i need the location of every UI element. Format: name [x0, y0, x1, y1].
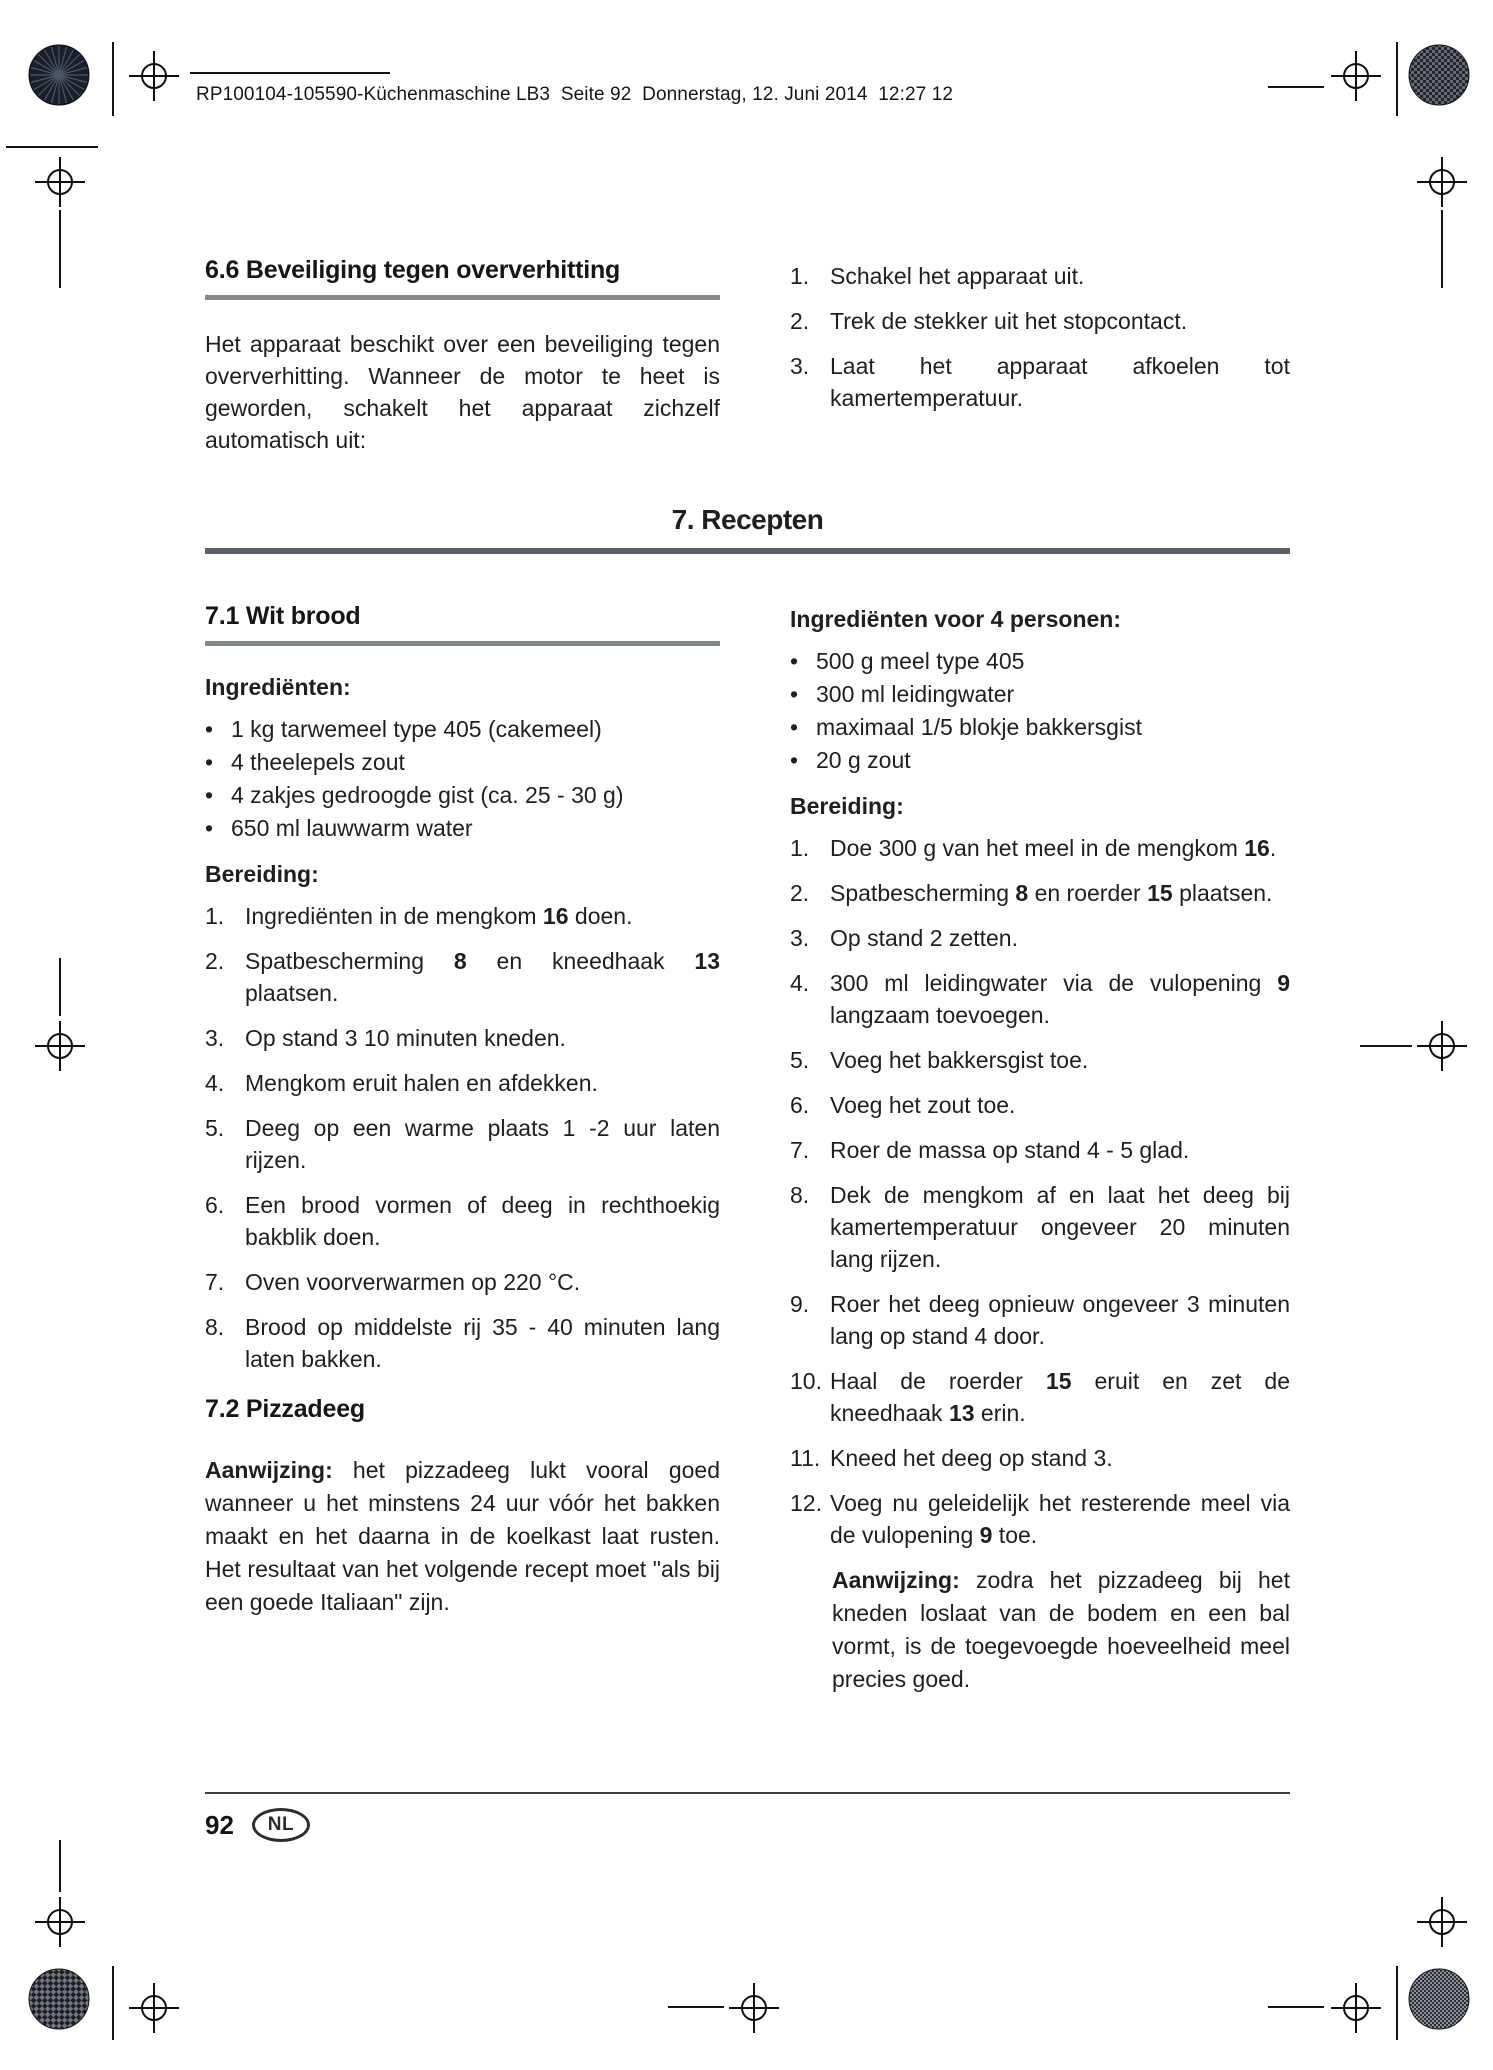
step-number: 4. — [790, 970, 810, 996]
ingredient-item — [205, 746, 720, 779]
step-text: Roer de massa op stand 4 - 5 glad. — [830, 1137, 1190, 1163]
registration-mark-icon — [1330, 1982, 1382, 2034]
step-number: 8. — [790, 1182, 810, 1208]
step-text: Voeg het bakkersgist toe. — [830, 1047, 1089, 1073]
step-number: 2. — [790, 880, 810, 906]
step-number: 10. — [790, 1368, 822, 1394]
footer — [205, 1808, 310, 1842]
ingredient-text: 1 kg tarwemeel type 405 (cakemeel) — [231, 716, 602, 742]
step-item — [790, 1179, 1290, 1275]
ingredient-item — [205, 779, 720, 812]
step-item — [205, 1067, 720, 1099]
step-text: Op stand 2 zetten. — [830, 925, 1018, 951]
ingredient-text: 4 zakjes gedroogde gist (ca. 25 - 30 g) — [231, 782, 624, 808]
step-item — [790, 832, 1290, 864]
ingredient-text: 300 ml leidingwater — [816, 681, 1015, 707]
registration-mark-icon — [34, 1020, 86, 1072]
ingredient-text: 650 ml lauwwarm water — [231, 815, 473, 841]
step-text: Oven voorverwarmen op 220 °C. — [245, 1269, 581, 1295]
ingredient-item — [790, 744, 1290, 777]
step-number: 1. — [790, 835, 810, 861]
step-number: 1. — [790, 263, 810, 289]
ingredient-item — [790, 645, 1290, 678]
step-item — [205, 1311, 720, 1375]
recipes-chapter-title: 7. Recepten — [671, 504, 824, 535]
step-item — [790, 1487, 1290, 1551]
step-item — [790, 260, 1290, 292]
step-text: Deeg op een warme plaats 1 -2 uur laten rijzen. — [245, 1115, 720, 1173]
color-patch-fine-checker-icon — [1408, 1968, 1470, 2030]
step-number: 12. — [790, 1490, 822, 1516]
crop-line — [1396, 42, 1398, 116]
step-text: Haal de roerder 15 eruit en zet de kneedhaak 13 erin. — [830, 1368, 1290, 1426]
step-text: Ingrediënten in de mengkom 16 doen. — [245, 903, 633, 929]
overheating-body-text: Het apparaat beschikt over een beveiliging tegen oververhitting. Wanneer de motor te heet is geworden, schakelt het apparaat zichzelf automatisch uit: — [205, 331, 720, 453]
language-badge: NL — [252, 1808, 310, 1842]
footer-rule — [205, 1792, 1290, 1794]
bullet-marker: • — [205, 716, 214, 742]
step-text: Doe 300 g van het meel in de mengkom 16. — [830, 835, 1277, 861]
recipes-chapter-header — [205, 504, 1290, 554]
recipes-right-column — [790, 602, 1290, 1696]
step-item — [790, 305, 1290, 337]
step-item — [790, 1044, 1290, 1076]
overheating-left-column — [205, 256, 720, 456]
step-text: Een brood vormen of deeg in rechthoekig bakblik doen. — [245, 1192, 720, 1250]
step-item — [790, 967, 1290, 1031]
step-item — [790, 1134, 1290, 1166]
registration-mark-icon — [128, 1982, 180, 2034]
step-number: 11. — [790, 1445, 821, 1471]
step-number: 6. — [790, 1092, 810, 1118]
crop-line — [1441, 210, 1443, 288]
step-item — [205, 1112, 720, 1176]
step-text: Laat het apparaat afkoelen tot kamertemperatuur. — [830, 353, 1290, 411]
ingredient-item — [205, 812, 720, 845]
page-number: 92 — [205, 1809, 234, 1840]
pizza-dough-closing-note: Aanwijzing: zodra het pizzadeeg bij het kneden loslaat van de bodem en een bal vormt, is de toegevoegde hoeveelheid meel precies goed. — [832, 1567, 1290, 1692]
ingredient-text: maximaal 1/5 blokje bakkersgist — [816, 714, 1142, 740]
recipes-left-column — [205, 602, 720, 1619]
bullet-marker: • — [205, 782, 214, 808]
step-item — [790, 1442, 1290, 1474]
step-text: Brood op middelste rij 35 - 40 minuten lang laten bakken. — [245, 1314, 720, 1372]
step-item — [790, 350, 1290, 414]
bullet-marker: • — [790, 714, 799, 740]
step-text: Dek de mengkom af en laat het deeg bij kamertemperatuur ongeveer 20 minuten lang rijzen. — [830, 1182, 1290, 1272]
ingredient-item — [790, 678, 1290, 711]
recipes-row — [205, 602, 1290, 1696]
step-item — [790, 1089, 1290, 1121]
crop-line — [59, 210, 61, 288]
registration-mark-icon — [1416, 1896, 1468, 1948]
white-bread-preparation-heading: Bereiding: — [205, 861, 319, 887]
bullet-marker: • — [790, 648, 799, 674]
color-patch-diamond-icon — [28, 1968, 90, 2030]
crop-line — [1360, 1045, 1412, 1047]
color-patch-starburst-icon — [28, 44, 90, 106]
step-number: 1. — [205, 903, 225, 929]
pizza-dough-ingredients-list — [790, 645, 1290, 777]
step-item — [205, 900, 720, 932]
step-item — [790, 922, 1290, 954]
step-number: 2. — [790, 308, 810, 334]
registration-mark-icon — [728, 1982, 780, 2034]
step-text: Voeg het zout toe. — [830, 1092, 1016, 1118]
step-number: 9. — [790, 1291, 810, 1317]
bullet-marker: • — [790, 747, 799, 773]
crop-line — [668, 2006, 724, 2008]
step-number: 5. — [205, 1115, 225, 1141]
step-item — [205, 1189, 720, 1253]
overheating-row — [205, 256, 1290, 456]
crop-line — [1396, 1966, 1398, 2040]
step-number: 3. — [205, 1025, 225, 1051]
step-text: Mengkom eruit halen en afdekken. — [245, 1070, 598, 1096]
white-bread-steps-list — [205, 900, 720, 1375]
white-bread-ingredients-heading: Ingrediënten: — [205, 674, 351, 700]
step-text: Schakel het apparaat uit. — [830, 263, 1085, 289]
step-number: 7. — [205, 1269, 225, 1295]
ingredient-item — [205, 713, 720, 746]
step-text: Op stand 3 10 minuten kneden. — [245, 1025, 566, 1051]
white-bread-title: 7.1 Wit brood — [205, 602, 361, 630]
pizza-dough-preparation-heading: Bereiding: — [790, 793, 904, 819]
ingredient-text: 20 g zout — [816, 747, 911, 773]
section-rule — [205, 295, 720, 300]
step-item — [205, 1022, 720, 1054]
crop-line — [1268, 86, 1324, 88]
white-bread-ingredients-list — [205, 713, 720, 845]
step-item — [205, 945, 720, 1009]
step-number: 2. — [205, 948, 225, 974]
pizza-dough-ingredients-heading: Ingrediënten voor 4 personen: — [790, 606, 1121, 632]
step-number: 3. — [790, 925, 810, 951]
recipes-chapter-rule — [205, 548, 1290, 554]
crop-line — [190, 72, 390, 74]
step-number: 5. — [790, 1047, 810, 1073]
ingredient-text: 500 g meel type 405 — [816, 648, 1025, 674]
ingredient-text: 4 theelepels zout — [231, 749, 405, 775]
step-item — [790, 1365, 1290, 1429]
step-number: 3. — [790, 353, 810, 379]
step-item — [790, 877, 1290, 909]
crop-line — [6, 146, 98, 148]
section-rule — [205, 641, 720, 646]
registration-mark-icon — [1416, 1020, 1468, 1072]
pizza-dough-intro-note: Aanwijzing: het pizzadeeg lukt vooral goed wanneer u het minstens 24 uur vóór het bakken maakt en het daarna in de koelkast laat rusten. Het resultaat van het volgende recept moet "als bij een goede Italiaan" zijn. — [205, 1457, 720, 1615]
step-number: 6. — [205, 1192, 225, 1218]
color-patch-checker-icon — [1408, 44, 1470, 106]
step-text: Trek de stekker uit het stopcontact. — [830, 308, 1188, 334]
registration-mark-icon — [34, 156, 86, 208]
step-text: 300 ml leidingwater via de vulopening 9 langzaam toevoegen. — [830, 970, 1290, 1028]
crop-line — [59, 958, 61, 1016]
step-item — [790, 1288, 1290, 1352]
page-content — [205, 256, 1290, 1696]
step-text: Kneed het deeg op stand 3. — [830, 1445, 1113, 1471]
step-item — [205, 1266, 720, 1298]
step-number: 4. — [205, 1070, 225, 1096]
step-number: 7. — [790, 1137, 810, 1163]
registration-mark-icon — [1330, 50, 1382, 102]
bullet-marker: • — [205, 749, 214, 775]
step-number: 8. — [205, 1314, 225, 1340]
crop-line — [112, 1966, 114, 2040]
bullet-marker: • — [205, 815, 214, 841]
overheating-section-title: 6.6 Beveiliging tegen oververhitting — [205, 256, 621, 284]
registration-mark-icon — [1416, 156, 1468, 208]
overheating-right-column — [790, 256, 1290, 427]
overheating-steps-list — [790, 260, 1290, 414]
registration-mark-icon — [128, 50, 180, 102]
step-text: Spatbescherming 8 en kneedhaak 13 plaatsen. — [245, 948, 721, 1006]
registration-mark-icon — [34, 1896, 86, 1948]
print-imprint: RP100104-105590-Küchenmaschine LB3 Seite 92 Donnerstag, 12. Juni 2014 12:27 12 — [196, 84, 954, 105]
ingredient-item — [790, 711, 1290, 744]
step-text: Voeg nu geleidelijk het resterende meel via de vulopening 9 toe. — [830, 1490, 1290, 1548]
pizza-dough-title: 7.2 Pizzadeeg — [205, 1395, 365, 1423]
crop-line — [112, 42, 114, 116]
step-text: Roer het deeg opnieuw ongeveer 3 minuten lang op stand 4 door. — [830, 1291, 1290, 1349]
crop-line — [59, 1840, 61, 1892]
pizza-dough-steps-list — [790, 832, 1290, 1551]
bullet-marker: • — [790, 681, 799, 707]
crop-line — [1268, 2006, 1324, 2008]
step-text: Spatbescherming 8 en roerder 15 plaatsen. — [830, 880, 1273, 906]
